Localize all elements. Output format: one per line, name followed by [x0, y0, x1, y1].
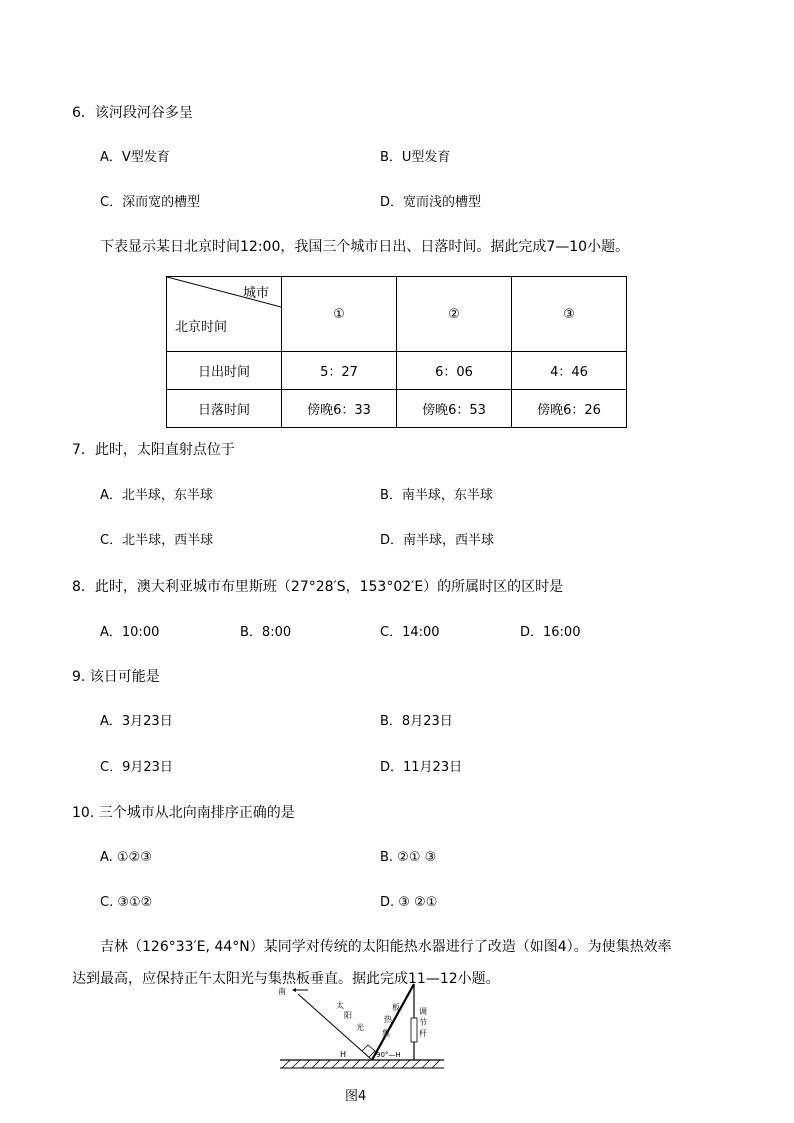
- sunset-2: 傍晚6：53: [397, 390, 512, 428]
- q8-option-b: B．8:00: [240, 625, 292, 640]
- rod-char-1: 调: [419, 1007, 427, 1016]
- q8-option-d: D．16:00: [520, 625, 581, 640]
- table-intro: 下表显示某日北京时间12:00，我国三个城市日出、日落时间。据此完成7—10小题。: [100, 239, 630, 255]
- south-arrow-head: [292, 988, 296, 992]
- q6-option-b: B．U型发育: [380, 150, 451, 165]
- col-header-1: ①: [282, 277, 397, 352]
- q6-option-a: A．V型发育: [100, 150, 170, 165]
- angle-h-label: H: [340, 1050, 347, 1059]
- q10-option-a: A. ①②③: [100, 850, 152, 865]
- q7-option-b: B．南半球，东半球: [380, 488, 493, 503]
- q8-option-c: C．14:00: [380, 625, 440, 640]
- intro-11-line1: 吉林（126°33′E, 44°N）某同学对传统的太阳能热水器进行了改造（如图4）。为使集热效率: [100, 939, 672, 955]
- sunset-3: 傍晚6：26: [512, 390, 627, 428]
- figure-caption: 图4: [345, 1089, 367, 1104]
- rod-clamp: [411, 1018, 417, 1042]
- header-beijing-time: 北京时间: [175, 320, 228, 335]
- q9-option-c: C．9月23日: [100, 760, 173, 775]
- rod-char-3: 杆: [419, 1029, 427, 1038]
- collector-plate: [372, 984, 414, 1060]
- sunrise-2: 6：06: [397, 352, 512, 390]
- q8-stem: 8．此时，澳大利亚城市布里斯班（27°28′S，153°02′E）的所属时区的区时是: [72, 579, 564, 595]
- q7-stem: 7．此时，太阳直射点位于: [72, 442, 235, 458]
- col-header-2: ②: [397, 277, 512, 352]
- intro-11-line2: 达到最高，应保持正午太阳光与集热板垂直。据此完成11—12小题。: [72, 971, 500, 987]
- q8-option-a: A．10:00: [100, 625, 160, 640]
- rod-char-2: 节: [419, 1018, 427, 1027]
- row-label-sunrise: 日出时间: [167, 352, 282, 390]
- col-header-3: ③: [512, 277, 627, 352]
- q9-option-b: B．8月23日: [380, 714, 453, 729]
- right-angle-marker: [362, 1045, 375, 1057]
- sunrise-sunset-table: [166, 276, 627, 428]
- plate-char-3: 板: [392, 1003, 400, 1012]
- south-label: 南: [278, 987, 286, 996]
- figure-4-diagram: [276, 980, 446, 1075]
- q7-option-c: C．北半球，西半球: [100, 533, 214, 548]
- q7-option-a: A．北半球，东半球: [100, 488, 213, 503]
- sunrise-3: 4：46: [512, 352, 627, 390]
- q9-option-d: D．11月23日: [380, 760, 463, 775]
- plate-char-2: 热: [384, 1015, 392, 1024]
- angle-90-label: 90°—H: [376, 1051, 401, 1059]
- sunset-1: 傍晚6：33: [282, 390, 397, 428]
- row-label-sunset: 日落时间: [167, 390, 282, 428]
- q9-option-a: A．3月23日: [100, 714, 173, 729]
- q6-option-d: D．宽而浅的槽型: [380, 195, 482, 210]
- q10-option-d: D. ③ ②①: [380, 895, 438, 910]
- sunrise-1: 5：27: [282, 352, 397, 390]
- q6-stem: 6．该河段河谷多呈: [72, 105, 193, 121]
- sun-char-1: 太: [336, 1001, 344, 1010]
- ground-hatch: [282, 1060, 440, 1068]
- header-city: 城市: [242, 286, 269, 301]
- plate-char-1: 集: [382, 1029, 390, 1038]
- q7-option-d: D．南半球，西半球: [380, 533, 495, 548]
- sun-char-3: 光: [356, 1023, 364, 1032]
- q10-option-c: C. ③①②: [100, 895, 153, 910]
- sun-char-2: 阳: [344, 1011, 352, 1020]
- q10-option-b: B. ②① ③: [380, 850, 437, 865]
- q10-stem: 10. 三个城市从北向南排序正确的是: [72, 805, 295, 821]
- table-corner-header: [167, 277, 282, 352]
- q6-option-c: C．深而宽的槽型: [100, 195, 201, 210]
- q9-stem: 9. 该日可能是: [72, 669, 160, 685]
